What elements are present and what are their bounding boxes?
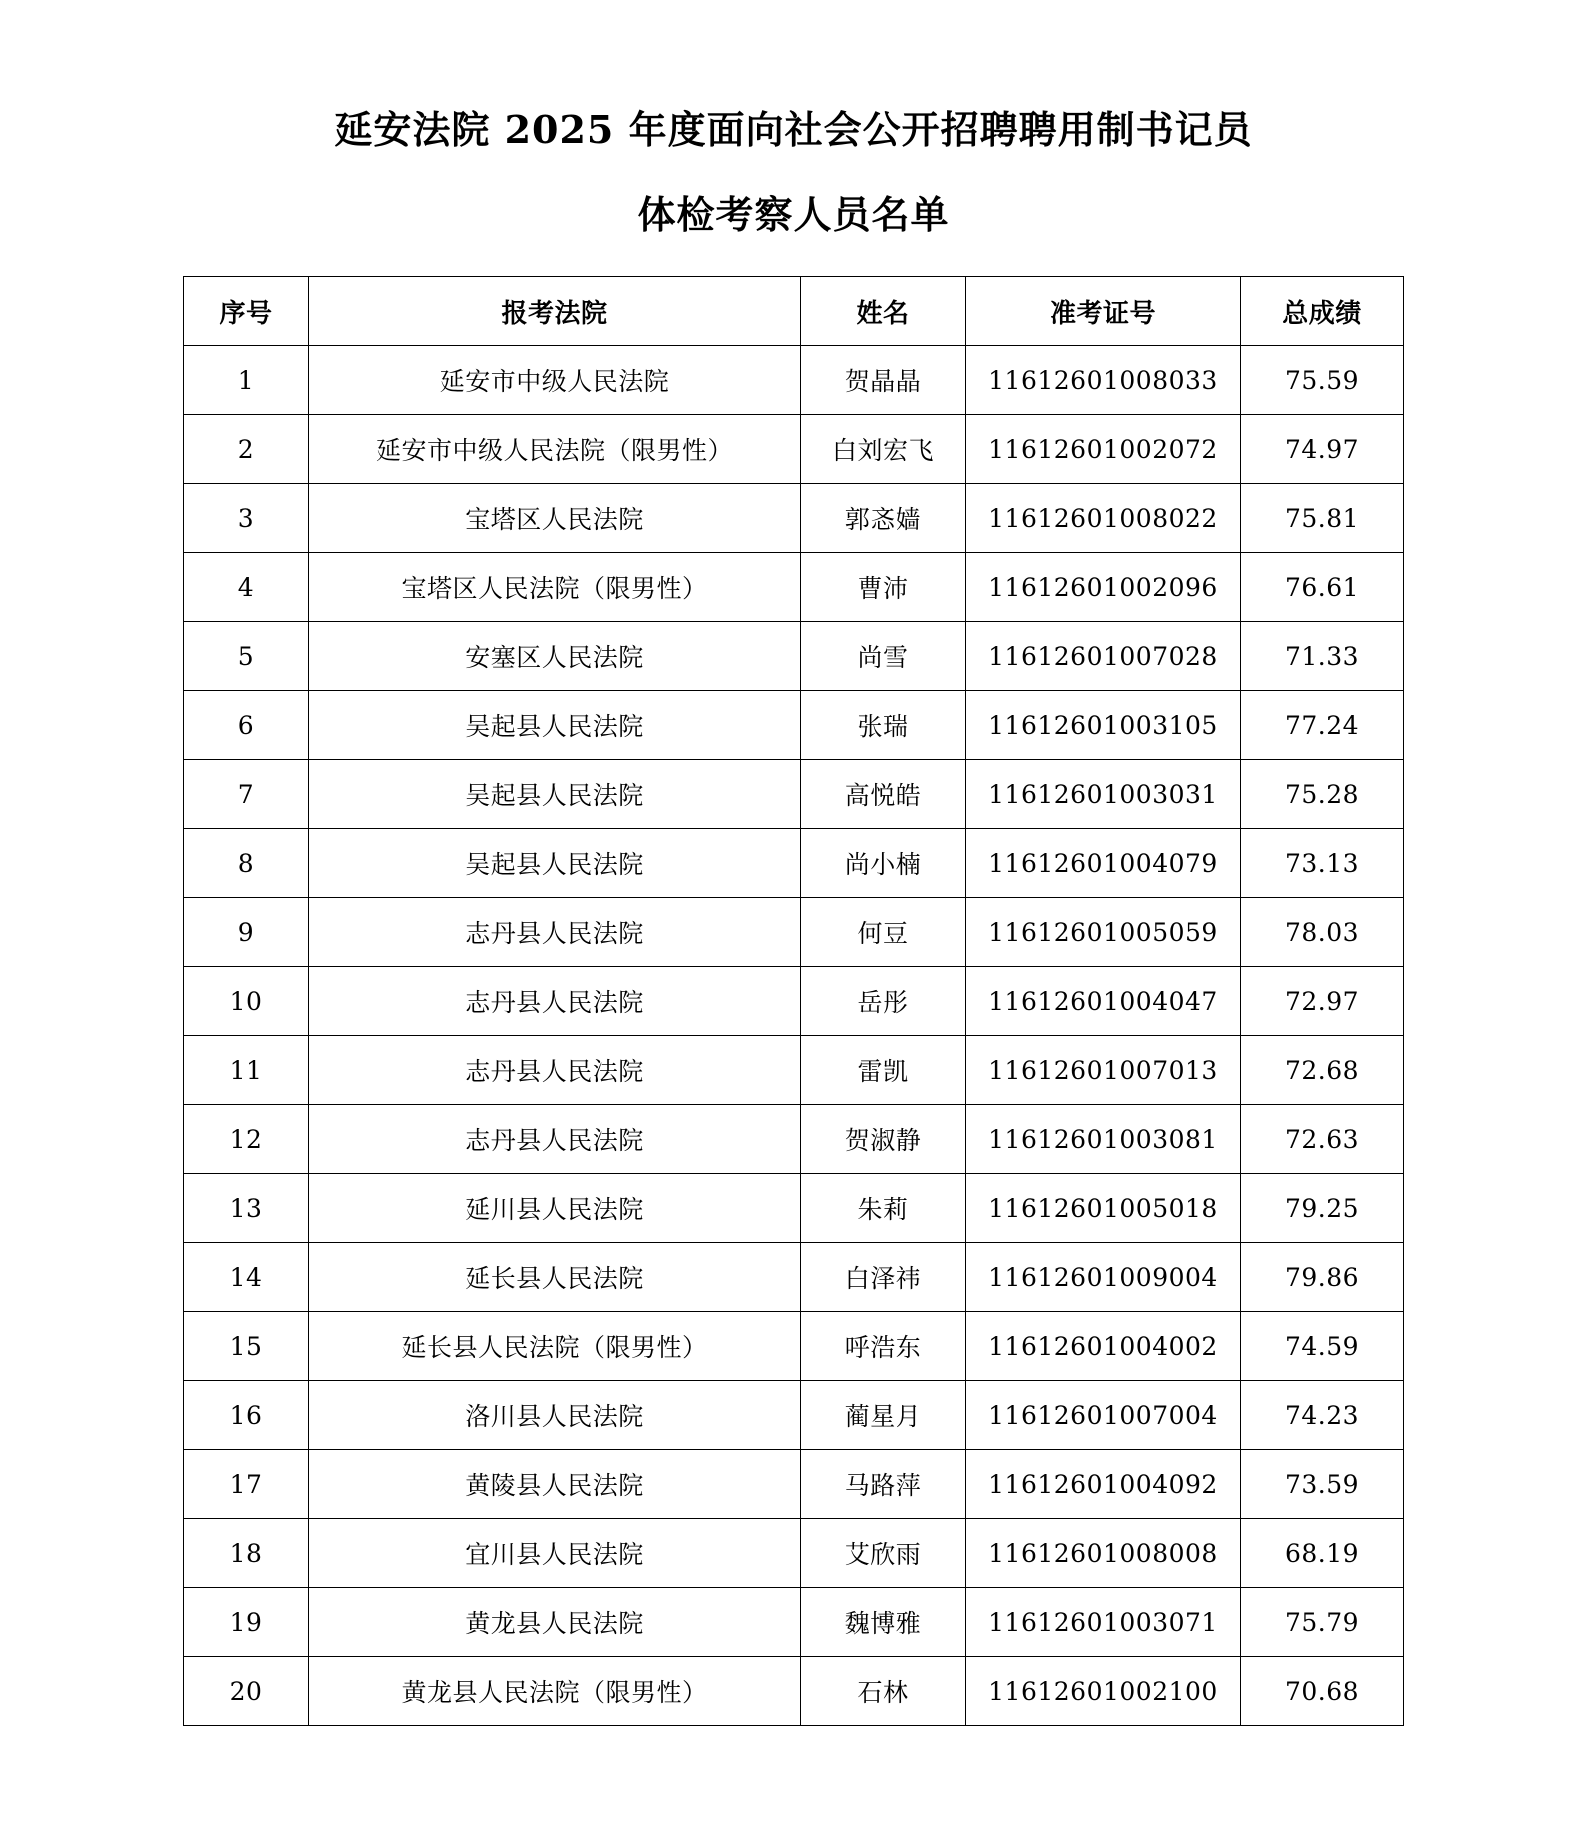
table-row xyxy=(184,484,1404,553)
table-row xyxy=(184,553,1404,622)
cell-ticket: 11612601003081 xyxy=(966,1105,1241,1174)
cell-ticket: 11612601005018 xyxy=(966,1174,1241,1243)
cell-score: 71.33 xyxy=(1241,622,1404,691)
table-row xyxy=(184,967,1404,1036)
cell-ticket: 11612601007013 xyxy=(966,1036,1241,1105)
cell-court: 延长县人民法院（限男性） xyxy=(309,1312,801,1381)
cell-name: 呼浩东 xyxy=(801,1312,966,1381)
cell-index: 20 xyxy=(184,1657,309,1726)
table-row xyxy=(184,1036,1404,1105)
cell-name: 高悦皓 xyxy=(801,760,966,829)
cell-score: 75.81 xyxy=(1241,484,1404,553)
cell-court: 志丹县人民法院 xyxy=(309,1105,801,1174)
cell-index: 19 xyxy=(184,1588,309,1657)
cell-index: 17 xyxy=(184,1450,309,1519)
table-row xyxy=(184,1519,1404,1588)
cell-score: 74.97 xyxy=(1241,415,1404,484)
cell-index: 18 xyxy=(184,1519,309,1588)
cell-score: 79.25 xyxy=(1241,1174,1404,1243)
table-row xyxy=(184,622,1404,691)
cell-score: 73.13 xyxy=(1241,829,1404,898)
cell-court: 洛川县人民法院 xyxy=(309,1381,801,1450)
roster-table-wrapper xyxy=(0,276,1587,1726)
cell-index: 7 xyxy=(184,760,309,829)
cell-index: 4 xyxy=(184,553,309,622)
cell-score: 75.28 xyxy=(1241,760,1404,829)
cell-score: 79.86 xyxy=(1241,1243,1404,1312)
table-row xyxy=(184,1243,1404,1312)
cell-index: 11 xyxy=(184,1036,309,1105)
cell-ticket: 11612601007004 xyxy=(966,1381,1241,1450)
table-row xyxy=(184,1105,1404,1174)
cell-name: 贺淑静 xyxy=(801,1105,966,1174)
column-header-ticket: 准考证号 xyxy=(966,277,1241,346)
column-header-score: 总成绩 xyxy=(1241,277,1404,346)
cell-score: 72.68 xyxy=(1241,1036,1404,1105)
cell-ticket: 11612601004092 xyxy=(966,1450,1241,1519)
cell-court: 延安市中级人民法院（限男性） xyxy=(309,415,801,484)
cell-court: 黄陵县人民法院 xyxy=(309,1450,801,1519)
cell-name: 白泽祎 xyxy=(801,1243,966,1312)
table-row xyxy=(184,1312,1404,1381)
cell-index: 16 xyxy=(184,1381,309,1450)
cell-court: 志丹县人民法院 xyxy=(309,967,801,1036)
cell-name: 贺晶晶 xyxy=(801,346,966,415)
cell-index: 3 xyxy=(184,484,309,553)
cell-court: 宜川县人民法院 xyxy=(309,1519,801,1588)
cell-index: 5 xyxy=(184,622,309,691)
cell-court: 黄龙县人民法院 xyxy=(309,1588,801,1657)
cell-name: 艾欣雨 xyxy=(801,1519,966,1588)
column-header-name: 姓名 xyxy=(801,277,966,346)
cell-ticket: 11612601008022 xyxy=(966,484,1241,553)
cell-score: 73.59 xyxy=(1241,1450,1404,1519)
cell-index: 12 xyxy=(184,1105,309,1174)
cell-index: 9 xyxy=(184,898,309,967)
roster-table-body xyxy=(184,346,1404,1726)
table-row xyxy=(184,760,1404,829)
table-row xyxy=(184,1588,1404,1657)
roster-table-head xyxy=(184,277,1404,346)
cell-score: 72.63 xyxy=(1241,1105,1404,1174)
cell-name: 岳彤 xyxy=(801,967,966,1036)
cell-name: 郭忞嫱 xyxy=(801,484,966,553)
cell-court: 安塞区人民法院 xyxy=(309,622,801,691)
table-row xyxy=(184,1174,1404,1243)
cell-score: 77.24 xyxy=(1241,691,1404,760)
page-title-line-2: 体检考察人员名单 xyxy=(637,192,950,238)
cell-ticket: 11612601003105 xyxy=(966,691,1241,760)
cell-ticket: 11612601007028 xyxy=(966,622,1241,691)
page-title-line-1: 延安法院 2025 年度面向社会公开招聘聘用制书记员 xyxy=(334,107,1253,153)
cell-score: 75.59 xyxy=(1241,346,1404,415)
cell-court: 延川县人民法院 xyxy=(309,1174,801,1243)
cell-name: 马路萍 xyxy=(801,1450,966,1519)
cell-score: 70.68 xyxy=(1241,1657,1404,1726)
cell-name: 蔺星月 xyxy=(801,1381,966,1450)
cell-index: 1 xyxy=(184,346,309,415)
cell-ticket: 11612601002100 xyxy=(966,1657,1241,1726)
cell-index: 8 xyxy=(184,829,309,898)
column-header-index: 序号 xyxy=(184,277,309,346)
cell-name: 尚雪 xyxy=(801,622,966,691)
cell-score: 68.19 xyxy=(1241,1519,1404,1588)
cell-ticket: 11612601003031 xyxy=(966,760,1241,829)
cell-ticket: 11612601004047 xyxy=(966,967,1241,1036)
cell-ticket: 11612601004002 xyxy=(966,1312,1241,1381)
cell-score: 74.23 xyxy=(1241,1381,1404,1450)
cell-court: 宝塔区人民法院 xyxy=(309,484,801,553)
cell-court: 吴起县人民法院 xyxy=(309,760,801,829)
table-row xyxy=(184,346,1404,415)
cell-name: 曹沛 xyxy=(801,553,966,622)
cell-index: 10 xyxy=(184,967,309,1036)
table-row xyxy=(184,1657,1404,1726)
column-header-court: 报考法院 xyxy=(309,277,801,346)
cell-score: 76.61 xyxy=(1241,553,1404,622)
cell-name: 雷凯 xyxy=(801,1036,966,1105)
cell-court: 吴起县人民法院 xyxy=(309,829,801,898)
cell-ticket: 11612601008033 xyxy=(966,346,1241,415)
cell-court: 吴起县人民法院 xyxy=(309,691,801,760)
cell-ticket: 11612601005059 xyxy=(966,898,1241,967)
cell-court: 志丹县人民法院 xyxy=(309,1036,801,1105)
table-row xyxy=(184,829,1404,898)
cell-name: 何豆 xyxy=(801,898,966,967)
cell-name: 白刘宏飞 xyxy=(801,415,966,484)
page-title xyxy=(0,107,1587,238)
cell-ticket: 11612601003071 xyxy=(966,1588,1241,1657)
cell-index: 13 xyxy=(184,1174,309,1243)
cell-name: 魏博雅 xyxy=(801,1588,966,1657)
cell-index: 15 xyxy=(184,1312,309,1381)
cell-ticket: 11612601008008 xyxy=(966,1519,1241,1588)
cell-court: 志丹县人民法院 xyxy=(309,898,801,967)
table-row xyxy=(184,898,1404,967)
table-row xyxy=(184,415,1404,484)
cell-court: 延长县人民法院 xyxy=(309,1243,801,1312)
cell-ticket: 11612601002096 xyxy=(966,553,1241,622)
cell-ticket: 11612601009004 xyxy=(966,1243,1241,1312)
cell-name: 尚小楠 xyxy=(801,829,966,898)
cell-name: 张瑞 xyxy=(801,691,966,760)
table-row xyxy=(184,691,1404,760)
cell-score: 72.97 xyxy=(1241,967,1404,1036)
cell-court: 宝塔区人民法院（限男性） xyxy=(309,553,801,622)
table-header-row xyxy=(184,277,1404,346)
cell-score: 74.59 xyxy=(1241,1312,1404,1381)
table-row xyxy=(184,1450,1404,1519)
roster-table xyxy=(183,276,1404,1726)
cell-court: 黄龙县人民法院（限男性） xyxy=(309,1657,801,1726)
cell-index: 2 xyxy=(184,415,309,484)
cell-ticket: 11612601002072 xyxy=(966,415,1241,484)
cell-index: 14 xyxy=(184,1243,309,1312)
cell-index: 6 xyxy=(184,691,309,760)
cell-name: 石林 xyxy=(801,1657,966,1726)
cell-score: 75.79 xyxy=(1241,1588,1404,1657)
table-row xyxy=(184,1381,1404,1450)
cell-score: 78.03 xyxy=(1241,898,1404,967)
cell-ticket: 11612601004079 xyxy=(966,829,1241,898)
cell-name: 朱莉 xyxy=(801,1174,966,1243)
cell-court: 延安市中级人民法院 xyxy=(309,346,801,415)
